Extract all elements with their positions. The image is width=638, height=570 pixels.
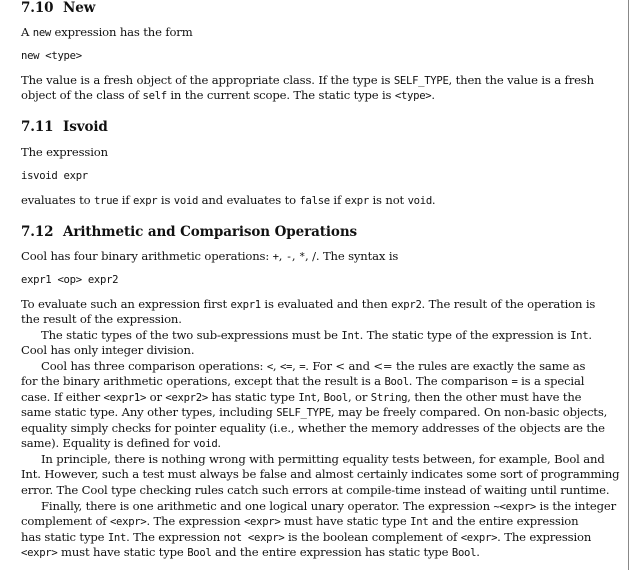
text-run: must have static type [280, 514, 411, 528]
paragraph-arith-line9: equality simply checks for pointer equality (i.e., whether the memory addresses of the objects are the [21, 421, 605, 435]
inline-code: false [299, 195, 330, 207]
text-run: object of the class of [21, 88, 143, 102]
text-run: New [63, 0, 96, 16]
text-run: . [588, 328, 592, 342]
paragraph-arith-line12: Int. However, such a test must always be false and almost certainly indicates some sort of programming [21, 467, 620, 481]
inline-code: not <expr> [223, 532, 285, 544]
text-run: Cool has three comparison operations: [41, 359, 267, 373]
inline-code: SELF_TYPE [393, 75, 449, 87]
code-isvoid: isvoid expr [21, 170, 88, 182]
text-run: A [21, 25, 33, 39]
text-run: in the current scope. The static type is [166, 88, 395, 102]
inline-code: expr [344, 195, 369, 207]
text-run: Arithmetic and Comparison Operations [63, 224, 358, 240]
text-run: Cool has four binary arithmetic operations: [21, 249, 273, 263]
inline-code: <expr> [460, 532, 498, 544]
text-run: To evaluate such an expression first [21, 297, 231, 311]
paragraph-arith-line3 [21, 328, 592, 342]
text-run: if [118, 193, 134, 207]
code-arithmetic: expr1 <op> expr2 [21, 274, 119, 286]
inline-code: String [370, 392, 408, 404]
paragraph-arith-line7 [21, 390, 581, 404]
inline-code: <expr2> [165, 392, 208, 404]
inline-code: < [266, 361, 273, 373]
text-run: . The result of the operation is [421, 297, 596, 311]
paragraph-new-line2 [21, 88, 435, 102]
paragraph-isvoid-intro: The expression [21, 145, 108, 159]
text-run: if [329, 193, 345, 207]
paragraph-arith-line2: the result of the expression. [21, 312, 182, 326]
text-run: . [217, 436, 221, 450]
inline-code: void [193, 438, 218, 450]
inline-code: SELF_TYPE [276, 407, 331, 419]
text-run: same static type. Any other types, including [21, 405, 277, 419]
text-run: and the entire expression [428, 514, 579, 528]
text-run: , then the other must have the [407, 390, 582, 404]
inline-code: Bool [323, 392, 348, 404]
inline-code: = [299, 361, 306, 373]
inline-code: expr1 [230, 299, 261, 311]
text-run: is evaluated and then [260, 297, 392, 311]
text-run: has static type [207, 390, 299, 404]
text-run: for the binary arithmetic operations, except that the result is a [21, 374, 385, 388]
paragraph-isvoid [21, 193, 435, 207]
paragraph-arith-line13: error. The Cool type checking rules catch such errors at compile-time instead of waiting until runtime. [21, 483, 610, 497]
text-run: 7.10 [21, 0, 54, 16]
text-run: . [431, 193, 436, 207]
inline-code: <expr1> [103, 392, 147, 404]
inline-code: Bool [384, 376, 409, 388]
inline-code: Int [570, 330, 589, 342]
text-run: , may be freely compared. On non-basic objects, [330, 405, 608, 419]
inline-code: Int [107, 532, 127, 544]
inline-code: = [511, 376, 518, 388]
text-run: . The static type of the expression is [359, 328, 571, 342]
paragraph-arith-line15 [21, 514, 578, 528]
inline-code: self [142, 90, 167, 102]
text-run: complement of [21, 514, 110, 528]
paragraph-arith-intro [21, 249, 398, 263]
text-run: and the entire expression has static type [211, 545, 452, 559]
text-run: is a special [517, 374, 585, 388]
inline-code: <= [279, 361, 293, 373]
text-run: expression has the form [51, 25, 193, 39]
paragraph-arith-line10 [21, 436, 221, 450]
text-run: . The expression [146, 514, 244, 528]
text-run: is [157, 193, 174, 207]
inline-code: <expr> [243, 516, 281, 528]
text-run: 7.12 [21, 224, 54, 240]
text-run: , [278, 249, 286, 263]
text-run: . The expression [497, 530, 592, 544]
text-run: . The comparison [408, 374, 512, 388]
paragraph-arith-line8 [21, 405, 607, 419]
inline-code: <expr> [21, 547, 58, 559]
text-run: In principle, there is nothing wrong with permitting equality tests between, for example, Bool and [41, 452, 605, 466]
text-run: must have static type [57, 545, 188, 559]
paragraph-arith-line16 [21, 530, 591, 544]
paragraph-new-line1 [21, 73, 594, 87]
section-heading-isvoid [21, 119, 108, 135]
inline-code: Int [298, 392, 317, 404]
text-run: has static type [21, 530, 108, 544]
code-new: new <type> [21, 50, 82, 62]
paragraph-arith-line14 [21, 499, 616, 513]
text-run: , or [347, 390, 371, 404]
text-run: , [291, 249, 299, 263]
text-run: is the boolean complement of [284, 530, 461, 544]
text-run: / [312, 249, 316, 263]
text-run: . [431, 88, 435, 102]
inline-code: - [285, 251, 292, 263]
text-run: . For < and <= the rules are exactly the same as [305, 359, 586, 373]
inline-code: <expr> [109, 516, 147, 528]
paragraph-arith-line17 [21, 545, 480, 559]
text-run: case. If either [21, 390, 104, 404]
text-run: , then the value is a fresh [448, 73, 594, 87]
inline-code: void [173, 195, 199, 207]
paragraph-arith-line1 [21, 297, 595, 311]
inline-code: Int [341, 330, 360, 342]
text-run: . [476, 545, 480, 559]
inline-code: void [407, 195, 432, 207]
text-run: evaluates to [21, 193, 94, 207]
text-run: or [146, 390, 166, 404]
text-run: The value is a fresh object of the appropriate class. If the type is [21, 73, 394, 87]
text-run: . The expression [126, 530, 224, 544]
section-heading-new [21, 0, 95, 16]
inline-code: <type> [394, 90, 432, 102]
text-run: , [292, 359, 300, 373]
inline-code: true [93, 195, 119, 207]
inline-code: ~<expr> [493, 501, 536, 513]
inline-code: Bool [187, 547, 212, 559]
inline-code: * [298, 251, 306, 263]
text-run: is the integer [536, 499, 616, 513]
paragraph-new-intro [21, 25, 193, 39]
text-run: . The syntax is [315, 249, 399, 263]
text-run: same). Equality is defined for [21, 436, 194, 450]
text-run: 7.11 [21, 119, 54, 135]
paragraph-arith-line5 [21, 359, 585, 373]
text-run: is not [368, 193, 408, 207]
text-run: , [305, 249, 313, 263]
paragraph-arith-line4: Cool has only integer division. [21, 343, 195, 357]
inline-code: expr2 [391, 299, 422, 311]
inline-code: Bool [451, 547, 477, 559]
section-heading-arithmetic [21, 224, 357, 240]
page-edge-rule [628, 0, 629, 570]
inline-code: new [32, 27, 51, 39]
paragraph-arith-line11 [21, 452, 605, 466]
inline-code: Int [410, 516, 429, 528]
text-run: The static types of the two sub-expressions must be [41, 328, 342, 342]
text-run: Finally, there is one arithmetic and one logical unary operator. The expression [41, 499, 494, 513]
paragraph-arith-line6 [21, 374, 584, 388]
inline-code: + [272, 251, 279, 263]
text-run: , [316, 390, 324, 404]
inline-code: expr [133, 195, 158, 207]
text-run: Isvoid [63, 119, 108, 135]
text-run: and evaluates to [198, 193, 300, 207]
text-run: , [272, 359, 280, 373]
